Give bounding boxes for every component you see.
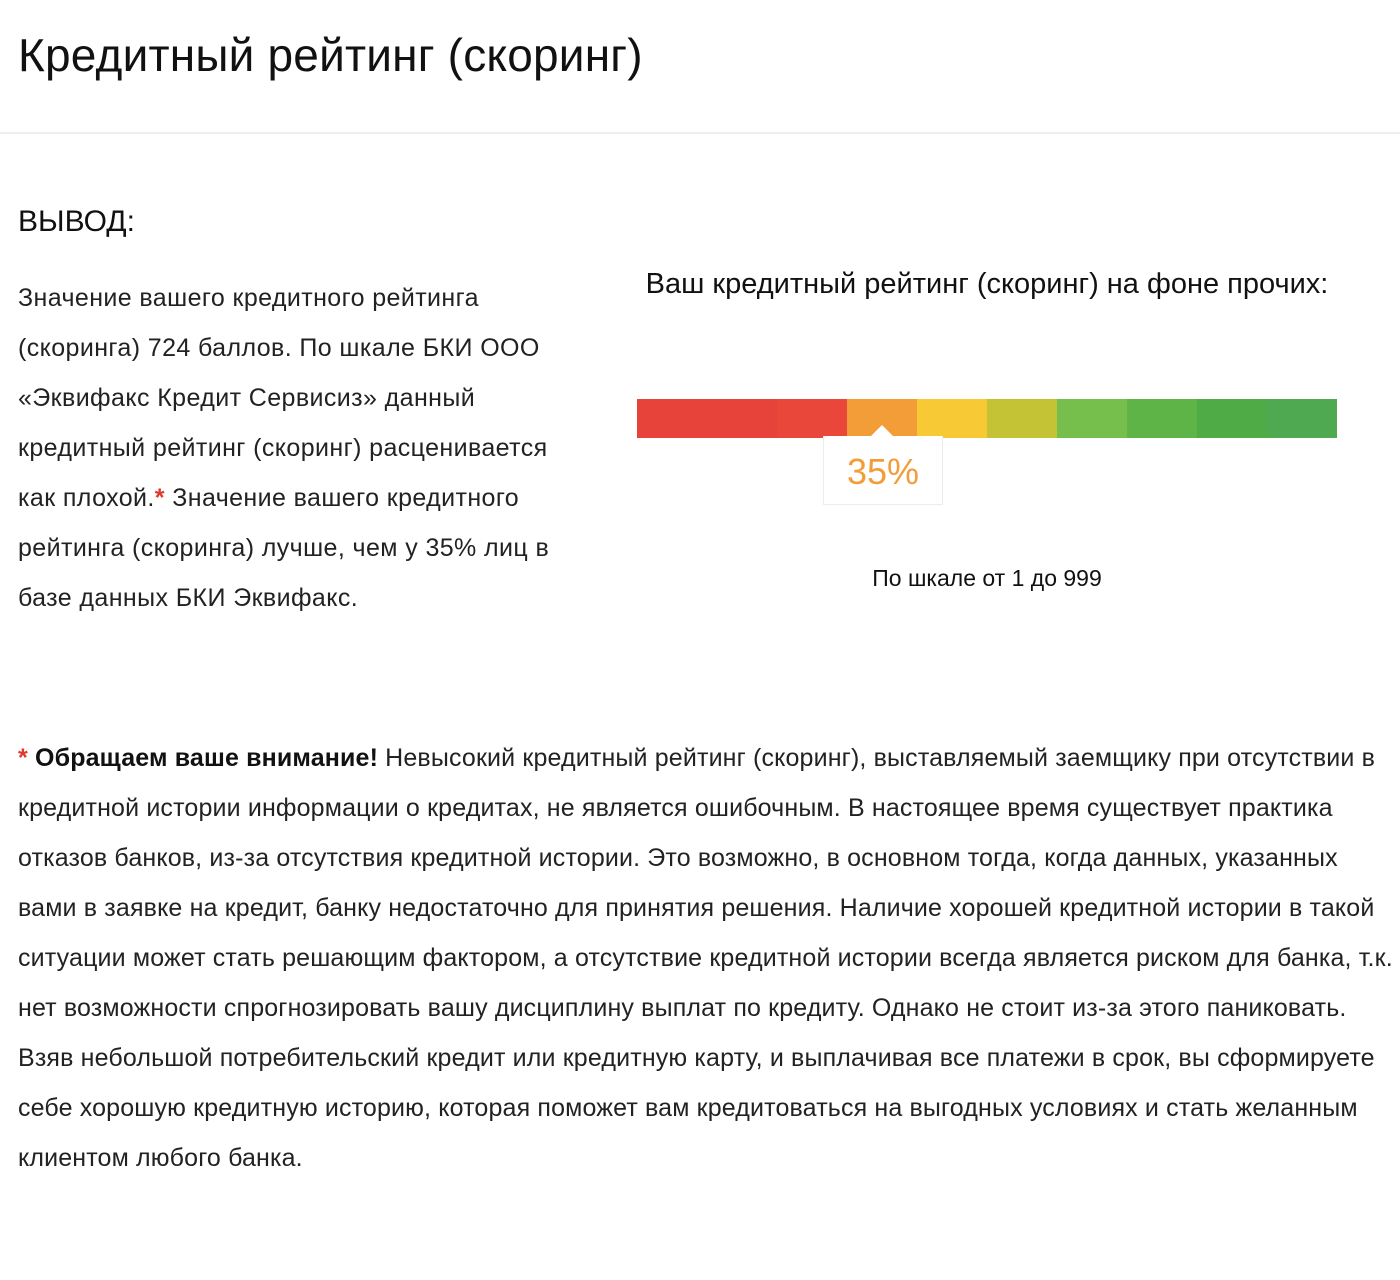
scale-segment — [1197, 399, 1267, 438]
scale-segment — [987, 399, 1057, 438]
scale-segment — [1057, 399, 1127, 438]
footnote-asterisk: * — [154, 484, 165, 512]
conclusion-text-percentile: Значение вашего кредитного рейтинга (скоринга) лучше, чем у 35% лиц в базе данных БКИ Эквифакс. — [18, 484, 550, 612]
percentile-value: 35% — [846, 451, 920, 492]
note-asterisk: * — [18, 744, 28, 772]
conclusion-text-main: Значение вашего кредитного рейтинга (скоринга) 724 баллов. По шкале БКИ ООО «Эквифакс Кредит Сервисиз» данный кредитный рейтинг (скоринг) расценивается как плохой. — [18, 284, 548, 512]
marker-pointer-icon — [871, 425, 893, 436]
note-lead: Обращаем ваше внимание! — [35, 744, 379, 772]
scale-caption: Ваш кредитный рейтинг (скоринг) на фоне прочих: — [645, 268, 1329, 300]
percentile-marker — [823, 429, 943, 507]
score-scale-bar — [637, 399, 1337, 438]
page-title: Кредитный рейтинг (скоринг) — [18, 29, 643, 81]
scale-segment — [1267, 399, 1337, 438]
attention-note — [18, 733, 1393, 1183]
scale-segment — [1127, 399, 1197, 438]
conclusion-text — [18, 273, 588, 623]
conclusion-heading: ВЫВОД: — [18, 205, 135, 238]
header-divider — [0, 132, 1400, 134]
scale-range-text: По шкале от 1 до 999 — [872, 565, 1102, 591]
scale-segment — [637, 399, 707, 438]
score-scale-panel — [637, 268, 1337, 591]
scale-segment — [707, 399, 777, 438]
note-text: Невысокий кредитный рейтинг (скоринг), выставляемый заемщику при отсутствии в кредитной истории информации о кредитах, не является ошибочным. В настоящее время существует практика отказов банков, из-за отсутствия кредитной истории. Это возможно, в основном тогда, когда данных, указанных вами в заявке на кредит, банку недостаточно для принятия решения. Наличие хорошей кредитной истории в такой ситуации может стать решающим фактором, а отсутствие кредитной истории всегда является риском для банка, т.к. нет возможности спрогнозировать вашу дисциплину выплат по кредиту. Однако не стоит из-за этого паниковать. Взяв небольшой потребительский кредит или кредитную карту, и выплачивая все платежи в срок, вы сформируете себе хорошую кредитную историю, которая поможет вам кредитоваться на выгодных условиях и стать желанным клиентом любого банка. — [18, 744, 1393, 1172]
